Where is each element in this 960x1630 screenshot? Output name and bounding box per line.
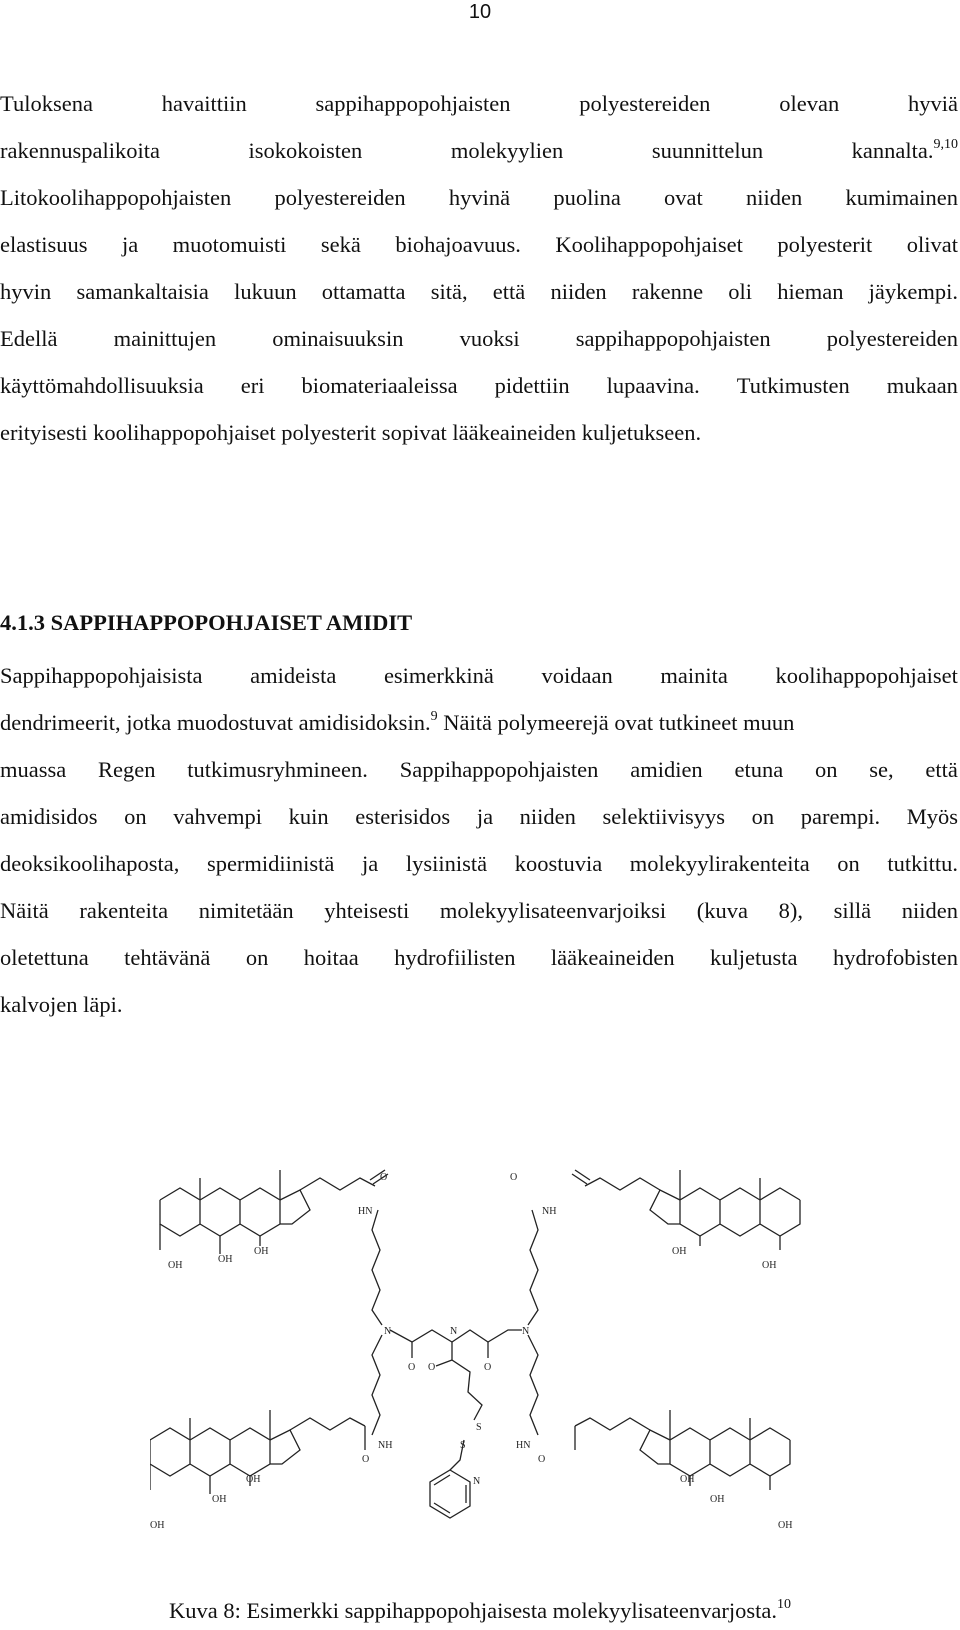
word: Litokoolihappopohjaisten: [0, 185, 232, 210]
word: hydrofiilisten: [394, 945, 516, 970]
word: on: [751, 804, 775, 829]
label-o: O: [510, 1172, 518, 1183]
word: hoitaa: [303, 945, 359, 970]
word: on: [124, 804, 147, 829]
atom-labels: [150, 1172, 792, 1531]
word: sillä: [833, 898, 872, 923]
paragraph-line: [0, 793, 958, 840]
section-heading: 4.1.3 SAPPIHAPPOPOHJAISET AMIDIT: [0, 610, 413, 635]
word: yhteisesti: [324, 898, 410, 923]
label-s: S: [476, 1422, 482, 1433]
word: hyviä: [907, 91, 958, 116]
word: selektiivisyys: [602, 804, 726, 829]
word: amidisidos: [0, 804, 98, 829]
word: mukaan: [886, 373, 958, 398]
word: Tuloksena: [0, 91, 93, 116]
word: tehtävänä: [124, 945, 211, 970]
word: olivat: [906, 232, 958, 257]
word: isokokoisten: [248, 138, 363, 163]
word: etuna: [734, 757, 784, 782]
label-oh: OH: [778, 1520, 793, 1531]
word: pidettiin: [494, 373, 570, 398]
word: rakenne: [631, 279, 704, 304]
label-oh: OH: [246, 1474, 261, 1485]
word: tutkimusryhmineen.: [187, 757, 368, 782]
word: niiden: [901, 898, 958, 923]
word: suunnittelun: [651, 138, 764, 163]
paragraph-line: [0, 127, 958, 174]
label-hn: HN: [358, 1206, 373, 1217]
label-s: S: [460, 1440, 466, 1451]
word: kumimainen: [845, 185, 958, 210]
word: että: [492, 279, 526, 304]
reference-superscript: 9,10: [933, 137, 958, 152]
paragraph-line: [0, 887, 958, 934]
steroid-top-right: [572, 1170, 800, 1250]
word: hyvin: [0, 279, 52, 304]
paragraph-line: [0, 934, 958, 981]
label-oh: OH: [168, 1260, 183, 1271]
paragraph-line: [0, 268, 958, 315]
chain-right-lower: [528, 1335, 538, 1435]
word: deoksikoolihaposta,: [0, 851, 180, 876]
word: sekä: [320, 232, 361, 257]
steroid-top-left: [160, 1170, 388, 1254]
word: biohajoavuus.: [395, 232, 521, 257]
label-o: O: [484, 1362, 492, 1373]
paragraph-line: [0, 80, 958, 127]
word: vahvempi: [173, 804, 262, 829]
word: biomateriaaleissa: [301, 373, 458, 398]
paragraph-bile-acid-polyesters: [0, 80, 958, 456]
label-oh: OH: [710, 1494, 725, 1505]
word: molekyylien: [450, 138, 564, 163]
paragraph-line: erityisesti koolihappopohjaiset polyesterit sopivat lääkeaineiden kuljetukseen.: [0, 420, 702, 445]
word: 8),: [778, 898, 803, 923]
word: parempi.: [800, 804, 881, 829]
word: spermidiinistä: [206, 851, 335, 876]
word: ja: [121, 232, 139, 257]
word: sitä,: [430, 279, 468, 304]
word: Regen: [98, 757, 156, 782]
word: käyttömahdollisuuksia: [0, 373, 204, 398]
caption-reference: 10: [776, 1597, 791, 1612]
word: että: [925, 757, 958, 782]
chain-left-lower: [372, 1335, 382, 1435]
word: kuin: [288, 804, 329, 829]
word: ja: [476, 804, 494, 829]
figure-caption: [0, 1598, 960, 1624]
label-oh: OH: [762, 1260, 777, 1271]
word: samankaltaisia: [76, 279, 209, 304]
word: oli: [728, 279, 753, 304]
label-o: O: [408, 1362, 416, 1373]
word: Edellä: [0, 326, 58, 351]
paragraph-line: [0, 699, 958, 746]
word: lupaavina.: [606, 373, 700, 398]
label-oh: OH: [218, 1254, 233, 1265]
word: ovat: [664, 185, 703, 210]
page-number: 10: [468, 1, 492, 23]
word: on: [814, 757, 838, 782]
paragraph-bile-acid-amides: [0, 652, 958, 1028]
word: on: [245, 945, 269, 970]
word: se,: [869, 757, 894, 782]
word: Sappihappopohjaisista: [0, 663, 203, 688]
word: esterisidos: [355, 804, 451, 829]
label-nh: NH: [378, 1440, 393, 1451]
word: lukuun: [234, 279, 297, 304]
word: puolina: [553, 185, 621, 210]
paragraph-line: kalvojen läpi.: [0, 992, 123, 1017]
paragraph-line: [0, 652, 958, 699]
word: lysiinistä: [405, 851, 488, 876]
paragraph-line: [0, 221, 958, 268]
paragraph-line: [0, 746, 958, 793]
word: voidaan: [541, 663, 613, 688]
word: ottamatta: [321, 279, 406, 304]
label-n: N: [473, 1476, 481, 1487]
label-n: N: [384, 1326, 392, 1337]
word: on: [837, 851, 860, 876]
word: Sappihappopohjaisten: [399, 757, 599, 782]
label-o: O: [362, 1454, 370, 1465]
paragraph-line: [0, 174, 958, 221]
label-o: O: [380, 1172, 388, 1183]
word: polyestereiden: [274, 185, 406, 210]
word: Myös: [906, 804, 958, 829]
molecular-umbrella-figure: [150, 1150, 810, 1550]
label-oh: OH: [254, 1246, 269, 1257]
word: polyestereiden: [826, 326, 958, 351]
word: rakenteita: [79, 898, 169, 923]
word: rakennuspalikoita: [0, 138, 160, 163]
paragraph-text: Näitä polymeerejä ovat tutkineet muun: [443, 710, 795, 735]
word: esimerkkinä: [383, 663, 494, 688]
word: vuoksi: [459, 326, 520, 351]
label-n: N: [450, 1326, 458, 1337]
word: hieman: [777, 279, 844, 304]
label-oh: OH: [672, 1246, 687, 1257]
word: niiden: [746, 185, 803, 210]
word: Näitä: [0, 898, 49, 923]
word: nimitetään: [198, 898, 294, 923]
label-n: N: [522, 1326, 530, 1337]
word: molekyylisateenvarjoiksi: [439, 898, 667, 923]
paragraph-text: dendrimeerit, jotka muodostuvat amidisidoksin.: [0, 710, 431, 735]
word: ominaisuuksin: [272, 326, 404, 351]
word: Koolihappopohjaiset: [555, 232, 743, 257]
word: lääkeaineiden: [550, 945, 675, 970]
word: muotomuisti: [172, 232, 287, 257]
chain-left-upper: [372, 1210, 382, 1325]
word: koostuvia: [514, 851, 603, 876]
pyridine-ring: [430, 1470, 470, 1518]
word: olevan: [779, 91, 840, 116]
caption-text: Kuva 8: Esimerkki sappihappopohjaisesta molekyylisateenvarjosta.: [169, 1598, 777, 1623]
word: polyesterit: [777, 232, 873, 257]
label-hn: HN: [516, 1440, 531, 1451]
word: sappihappopohjaisten: [575, 326, 771, 351]
word: tutkittu.: [887, 851, 958, 876]
word: (kuva: [696, 898, 748, 923]
molecular-structure-diagram: [150, 1150, 810, 1550]
label-oh: OH: [680, 1474, 695, 1485]
label-oh: OH: [212, 1494, 227, 1505]
word: mainittujen: [113, 326, 217, 351]
paragraph-line: [0, 362, 958, 409]
word: mainita: [660, 663, 728, 688]
word: amideista: [250, 663, 337, 688]
word: koolihappopohjaiset: [775, 663, 958, 688]
word: Tutkimusten: [736, 373, 850, 398]
chain-right-upper: [528, 1210, 538, 1325]
word: sappihappopohjaisten: [315, 91, 511, 116]
word: hydrofobisten: [832, 945, 958, 970]
word: polyestereiden: [579, 91, 711, 116]
word: muassa: [0, 757, 67, 782]
paragraph-line: [0, 315, 958, 362]
label-oh: OH: [150, 1520, 165, 1531]
word: jäykempi.: [868, 279, 958, 304]
word: oletettuna: [0, 945, 89, 970]
word: niiden: [519, 804, 576, 829]
label-nh: NH: [542, 1206, 557, 1217]
word: niiden: [550, 279, 607, 304]
word: kannalta.$^{9,10}$: [851, 137, 958, 163]
word: hyvinä: [448, 185, 511, 210]
word: havaittiin: [161, 91, 247, 116]
word: ja: [362, 851, 379, 876]
word: elastisuus: [0, 232, 88, 257]
paragraph-line: [0, 840, 958, 887]
word: molekyylirakenteita: [629, 851, 810, 876]
word: eri: [240, 373, 265, 398]
word: kuljetusta: [710, 945, 798, 970]
reference-superscript: 9: [430, 709, 438, 724]
label-o: O: [538, 1454, 546, 1465]
label-o: O: [428, 1362, 436, 1373]
word: amidien: [630, 757, 703, 782]
